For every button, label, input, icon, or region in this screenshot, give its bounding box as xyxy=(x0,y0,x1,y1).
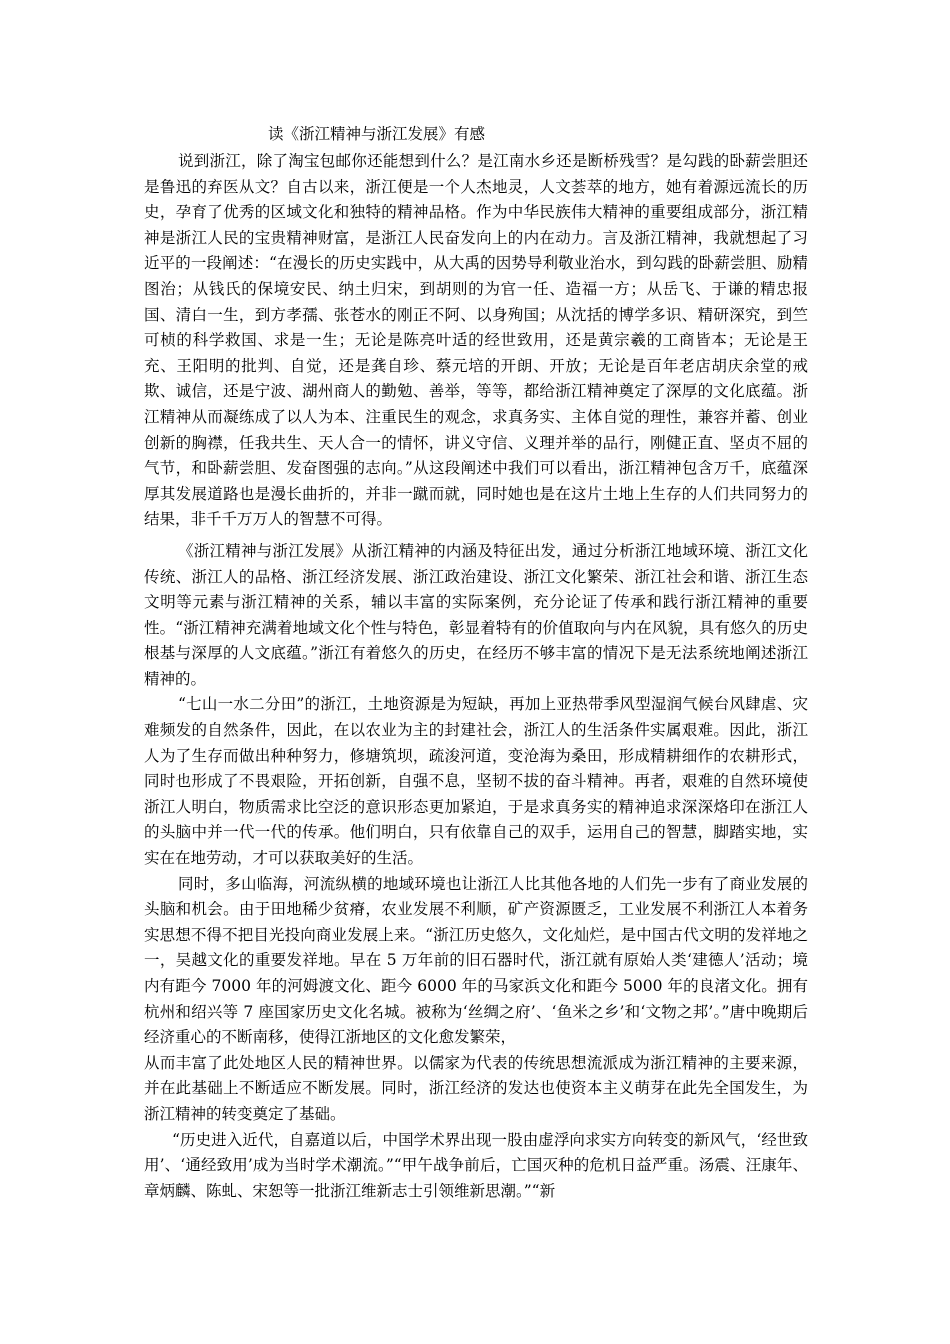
paragraph-4: 同时，多山临海，河流纵横的地域环境也让浙江人比其他各地的人们先一步有了商业发展的头脑和机会。由于田地稀少贫瘠，农业发展不利顺，矿产资源匮乏，工业发展不利浙江人本着务实思想不得不把目光投向商业发展上来。“浙江历史悠久，文化灿烂，是中国古代文明的发祥地之一，吴越文化的重要发祥地。早在 5 万年前的旧石器时代，浙江就有原始人类‘建德人’活动；境内有距今 7000 年的河姆渡文化、距今 6000 年的马家浜文化和距今 5000 年的良渚文化。拥有杭州和绍兴等 7 座国家历史文化名城。被称为‘丝绸之府’、‘鱼米之乡’和‘文物之邦’。”唐中晚期后经济重心的不断南移，使得江浙地区的文化愈发繁荣， xyxy=(144,874,808,1047)
paragraph-6: “历史进入近代，自嘉道以后，中国学术界出现一股由虚浮向求实方向转变的新风气，‘经世致用’、‘通经致用’成为当时学术潮流。”“甲午战争前后，亡国灭种的危机日益严重。汤震、汪康年、章炳麟、陈虬、宋恕等一批浙江维新志士引领维新思潮。”“新 xyxy=(144,1130,808,1200)
paragraph-2: 《浙江精神与浙江发展》从浙江精神的内涵及特征出发，通过分析浙江地域环境、浙江文化传统、浙江人的品格、浙江经济发展、浙江政治建设、浙江文化繁荣、浙江社会和谐、浙江生态文明等元素与浙江精神的关系，辅以丰富的实际案例，充分论证了传承和践行浙江精神的重要性。“浙江精神充满着地域文化个性与特色，彰显着特有的价值取向与内在风貌，具有悠久的历史根基与深厚的人文底蕴。”浙江有着悠久的历史，在经历不够丰富的情况下是无法系统地阐述浙江精神的。 xyxy=(144,541,808,688)
document-body xyxy=(144,122,808,1204)
paragraph-5: 从而丰富了此处地区人民的精神世界。以儒家为代表的传统思想流派成为浙江精神的主要来源，并在此基础上不断适应不断发展。同时，浙江经济的发达也使资本主义萌芽在此先全国发生，为浙江精神的转变奠定了基础。 xyxy=(144,1053,808,1123)
paragraph-1: 说到浙江，除了淘宝包邮你还能想到什么？是江南水乡还是断桥残雪？是勾践的卧薪尝胆还是鲁迅的弃医从文？自古以来，浙江便是一个人杰地灵，人文荟萃的地方，她有着源远流长的历史，孕育了优秀的区域文化和独特的精神品格。作为中华民族伟大精神的重要组成部分，浙江精神是浙江人民的宝贵精神财富，是浙江人民奋发向上的内在动力。言及浙江精神，我就想起了习近平的一段阐述：“在漫长的历史实践中，从大禹的因势导利敬业治水，到勾践的卧薪尝胆、励精图治；从钱氏的保境安民、纳土归宋，到胡则的为官一任、造福一方；从岳飞、于谦的精忠报国、清白一生，到方孝孺、张苍水的刚正不阿、以身殉国；从沈括的博学多识、精研深究，到竺可桢的科学救国、求是一生；无论是陈亮叶适的经世致用，还是黄宗羲的工商皆本；无论是王充、王阳明的批判、自觉，还是龚自珍、蔡元培的开朗、开放；无论是百年老店胡庆余堂的戒欺、诚信，还是宁波、湖州商人的勤勉、善举，等等，都给浙江精神奠定了深厚的文化底蕴。浙江精神从而凝练成了以人为本、注重民生的观念，求真务实、主体自觉的理性，兼容并蓄、创业创新的胸襟，任我共生、天人合一的情怀，讲义守信、义理并举的品行，刚健正直、坚贞不屈的气节，和卧薪尝胆、发奋图强的志向。”从这段阐述中我们可以看出，浙江精神包含万千，底蕴深厚其发展道路也是漫长曲折的，并非一蹴而就，同时她也是在这片土地上生存的人们共同努力的结果，非千千万万人的智慧不可得。 xyxy=(144,152,808,529)
document-title: 读《浙江精神与浙江发展》有感 xyxy=(268,125,486,143)
paragraph-3: “七山一水二分田”的浙江，土地资源是为短缺，再加上亚热带季风型湿润气候台风肆虐、灾难频发的自然条件，因此，在以农业为主的封建社会，浙江人的生活条件实属艰难。因此，浙江人为了生存而做出种种努力，修塘筑坝，疏浚河道，变沧海为桑田，形成精耕细作的农耕形式，同时也形成了不畏艰险，开拓创新，自强不息，坚韧不拔的奋斗精神。再者，艰难的自然环境使浙江人明白，物质需求比空泛的意识形态更加紧迫，于是求真务实的精神追求深深烙印在浙江人的头脑中并一代一代的传承。他们明白，只有依靠自己的双手，运用自己的智慧，脚踏实地，实实在在地劳动，才可以获取美好的生活。 xyxy=(144,695,808,868)
